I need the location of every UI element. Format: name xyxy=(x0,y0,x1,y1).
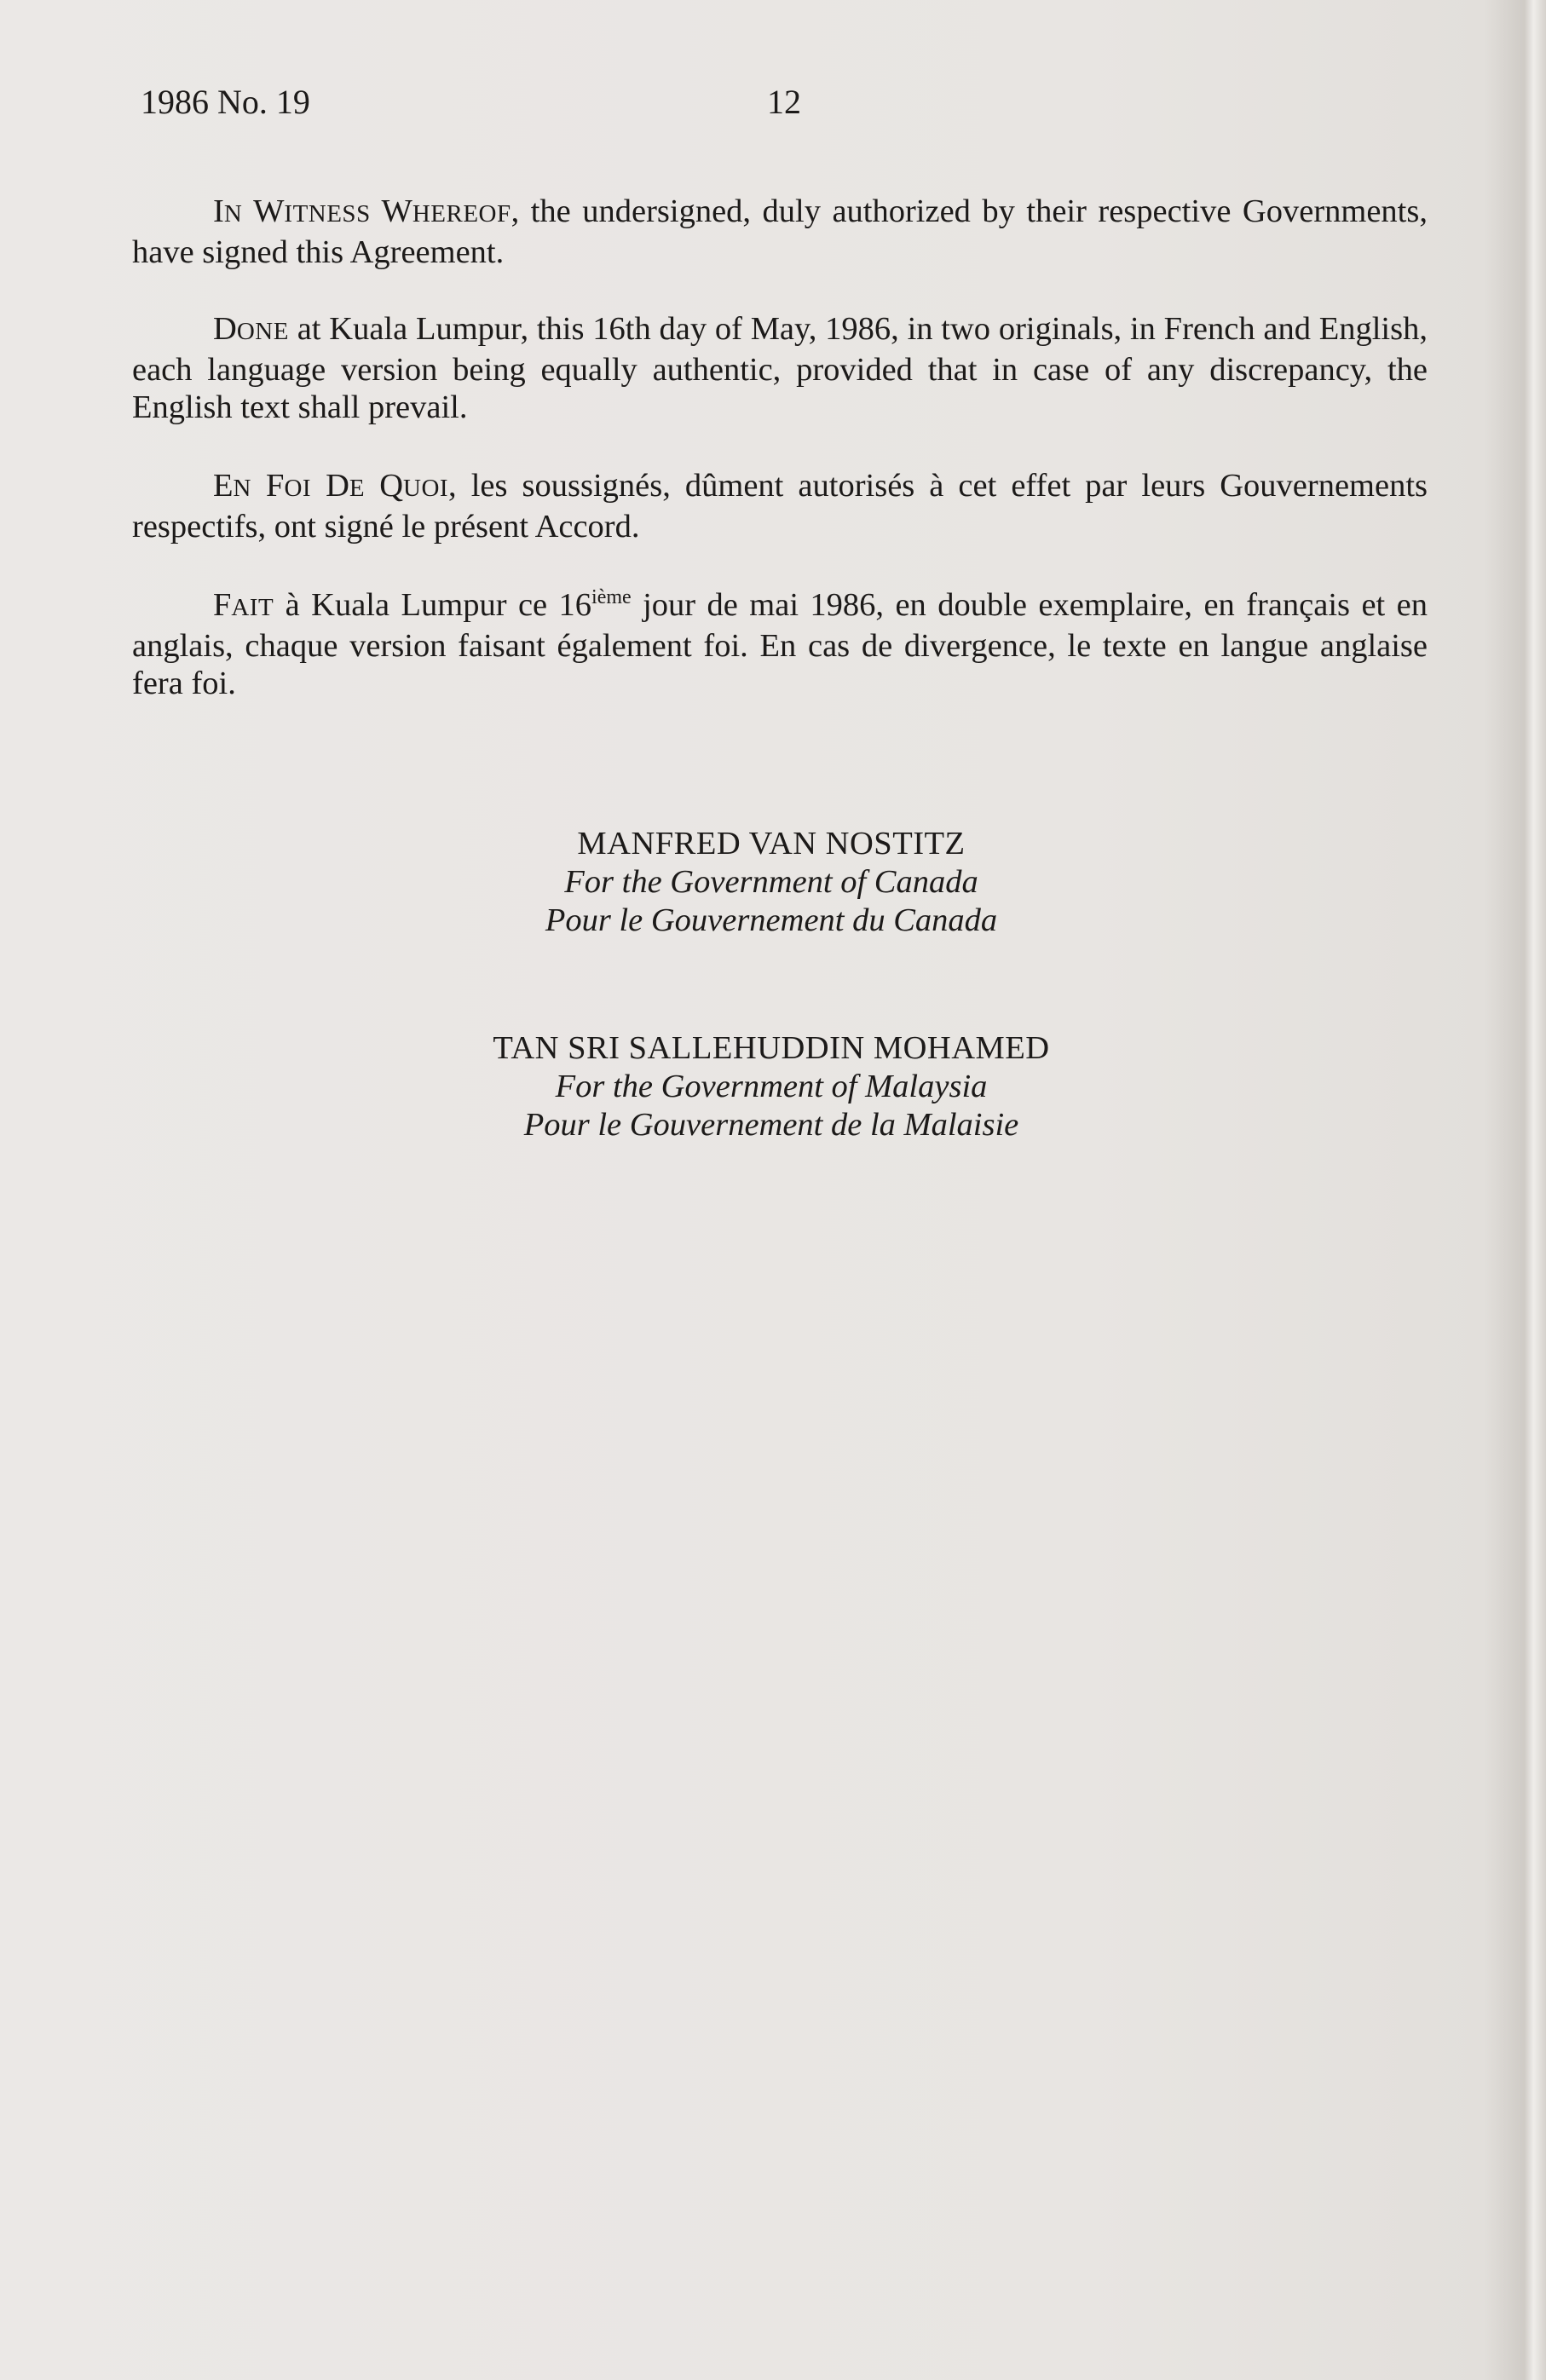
signatory-role-en: For the Government of Canada xyxy=(564,864,978,900)
signatory-name: TAN SRI SALLEHUDDIN MOHAMED xyxy=(493,1030,1050,1066)
paragraph-text: jour de mai 1986, en double exemplaire, en français et en anglais, chaque version faisant également foi. En cas de divergence, le texte en langue anglaise fera foi. xyxy=(132,587,1428,701)
signature-block-malaysia xyxy=(256,1029,1287,1144)
paragraph-text: , the undersigned, duly authorized by their respective Governments, have signed this Agreement. xyxy=(132,193,1428,270)
paragraph-text: à Kuala Lumpur ce 16 xyxy=(274,587,592,623)
signatory-role-fr: Pour le Gouvernement de la Malaisie xyxy=(523,1107,1019,1143)
paragraph-witness-en xyxy=(132,193,1428,271)
paragraph-lead: FAIT xyxy=(213,587,274,623)
signatory-name: MANFRED VAN NOSTITZ xyxy=(577,826,966,862)
paragraph-lead: EN FOI DE QUOI xyxy=(213,468,449,504)
paragraph-text: , les soussignés, dûment autorisés à cet effet par leurs Gouvernements respectifs, ont signé le présent Accord. xyxy=(132,468,1428,545)
paragraph-lead: IN WITNESS WHEREOF xyxy=(213,193,511,229)
paragraph-done-fr xyxy=(132,586,1428,703)
paragraph-lead: DONE xyxy=(213,311,289,347)
paragraph-witness-fr xyxy=(132,467,1428,545)
signature-block-canada xyxy=(256,825,1287,940)
document-reference: 1986 No. 19 xyxy=(141,83,310,121)
paragraph-text: at Kuala Lumpur, this 16th day of May, 1986, in two originals, in French and English, each language version being equally authentic, provided that in case of any discrepancy, the English text shall prevail. xyxy=(132,311,1428,425)
superscript-ordinal: ième xyxy=(591,586,632,608)
page-number: 12 xyxy=(767,83,801,121)
paragraph-done-en xyxy=(132,310,1428,427)
signatory-role-fr: Pour le Gouvernement du Canada xyxy=(545,902,998,938)
signatory-role-en: For the Government of Malaysia xyxy=(555,1069,988,1104)
